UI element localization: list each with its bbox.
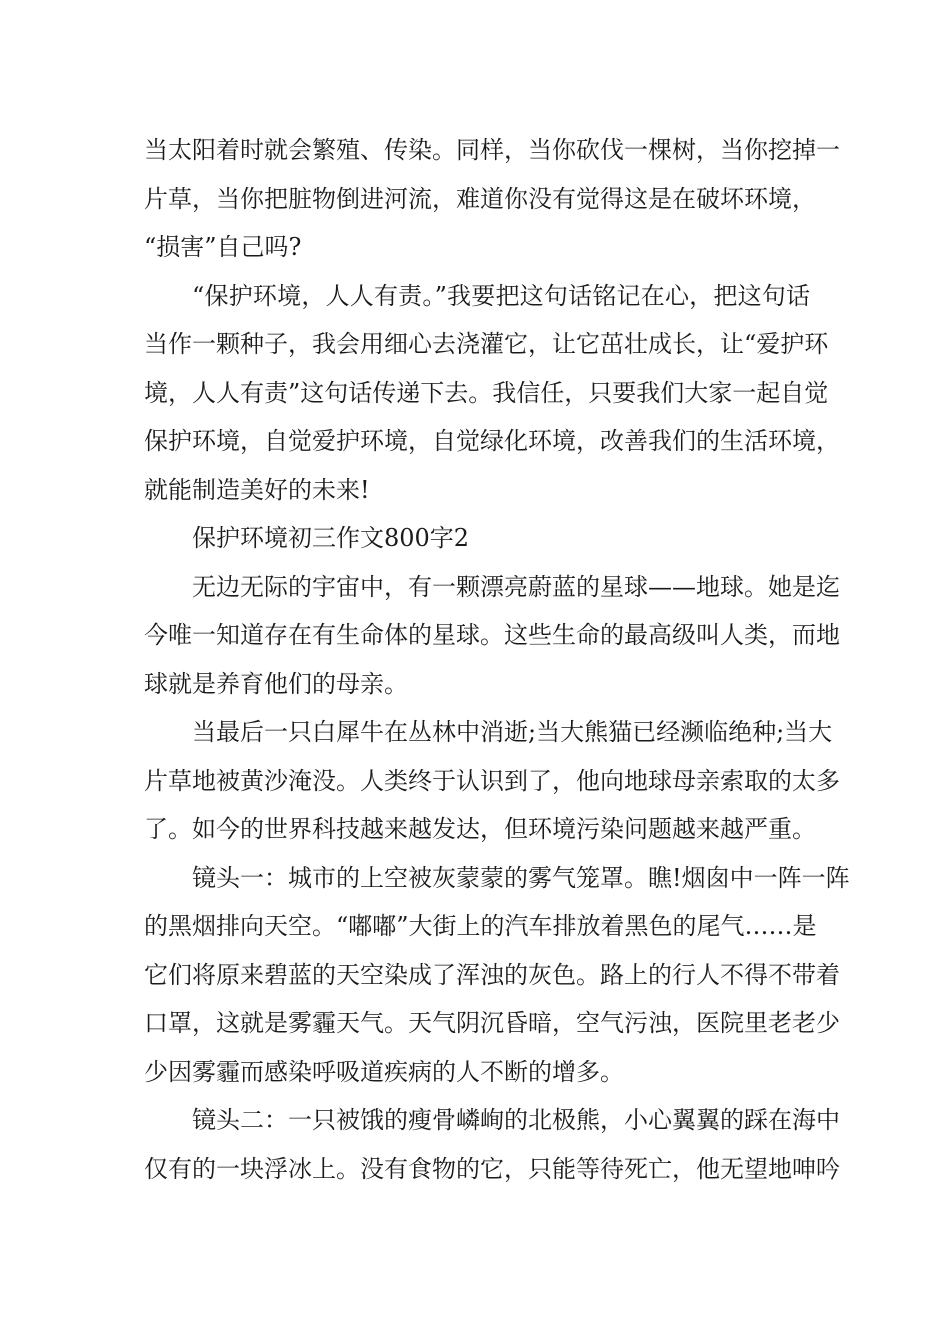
text-line: 镜头一：城市的上空被灰蒙蒙的雾气笼罩。瞧!烟囱中一阵一阵 <box>192 863 850 892</box>
text-line: 境，人人有责”这句话传递下去。我信任，只要我们大家一起自觉 <box>144 378 829 407</box>
paragraph-6 <box>144 1096 840 1193</box>
paragraph-1 <box>144 126 840 272</box>
text-line: 球就是养育他们的母亲。 <box>144 669 408 698</box>
text-line: 当最后一只白犀牛在丛林中消逝;当大熊猫已经濒临绝种;当大 <box>192 718 833 746</box>
heading-text: 保护环境初三作文800字2 <box>192 524 470 552</box>
paragraph-2 <box>144 272 840 515</box>
text-line: 的黑烟排向天空。“嘟嘟”大街上的汽车排放着黑色的尾气……是 <box>144 912 817 940</box>
paragraph-5 <box>144 854 850 1097</box>
section-heading <box>144 514 810 563</box>
text-line: 保护环境，自觉爱护环境，自觉绿化环境，改善我们的生活环境， <box>144 427 840 455</box>
text-line: “保护环境，人人有责。”我要把这句话铭记在心，把这句话 <box>192 281 810 310</box>
paragraph-3 <box>144 563 840 709</box>
document-body <box>144 126 850 1193</box>
text-line: 仅有的一块浮冰上。没有食物的它，只能等待死亡，他无望地呻吟 <box>144 1154 840 1183</box>
text-line: 片草，当你把脏物倒进河流，难道你没有觉得这是在破坏环境， <box>144 184 816 213</box>
text-line: 当作一颗种子，我会用细心去浇灌它，让它茁壮成长，让“爱护环 <box>144 330 829 358</box>
text-line: “损害”自己吗? <box>144 233 302 261</box>
text-line: 它们将原来碧蓝的天空染成了浑浊的灰色。路上的行人不得不带着 <box>144 960 840 989</box>
text-line: 就能制造美好的未来! <box>144 475 370 504</box>
text-line: 少因雾霾而感染呼吸道疾病的人不断的增多。 <box>144 1057 624 1086</box>
paragraph-4 <box>144 708 840 854</box>
text-line: 了。如今的世界科技越来越发达，但环境污染问题越来越严重。 <box>144 815 816 843</box>
text-line: 当太阳着时就会繁殖、传染。同样，当你砍伐一棵树，当你挖掉一 <box>144 136 840 164</box>
text-line: 口罩，这就是雾霾天气。天气阴沉昏暗，空气污浊，医院里老老少 <box>144 1009 840 1037</box>
text-line: 镜头二：一只被饿的瘦骨嶙峋的北极熊，小心翼翼的踩在海中 <box>192 1106 840 1134</box>
text-line: 今唯一知道存在有生命体的星球。这些生命的最高级叫人类，而地 <box>144 621 840 649</box>
text-line: 片草地被黄沙淹没。人类终于认识到了，他向地球母亲索取的太多 <box>144 766 840 795</box>
text-line: 无边无际的宇宙中，有一颗漂亮蔚蓝的星球——地球。她是迄 <box>192 572 840 601</box>
